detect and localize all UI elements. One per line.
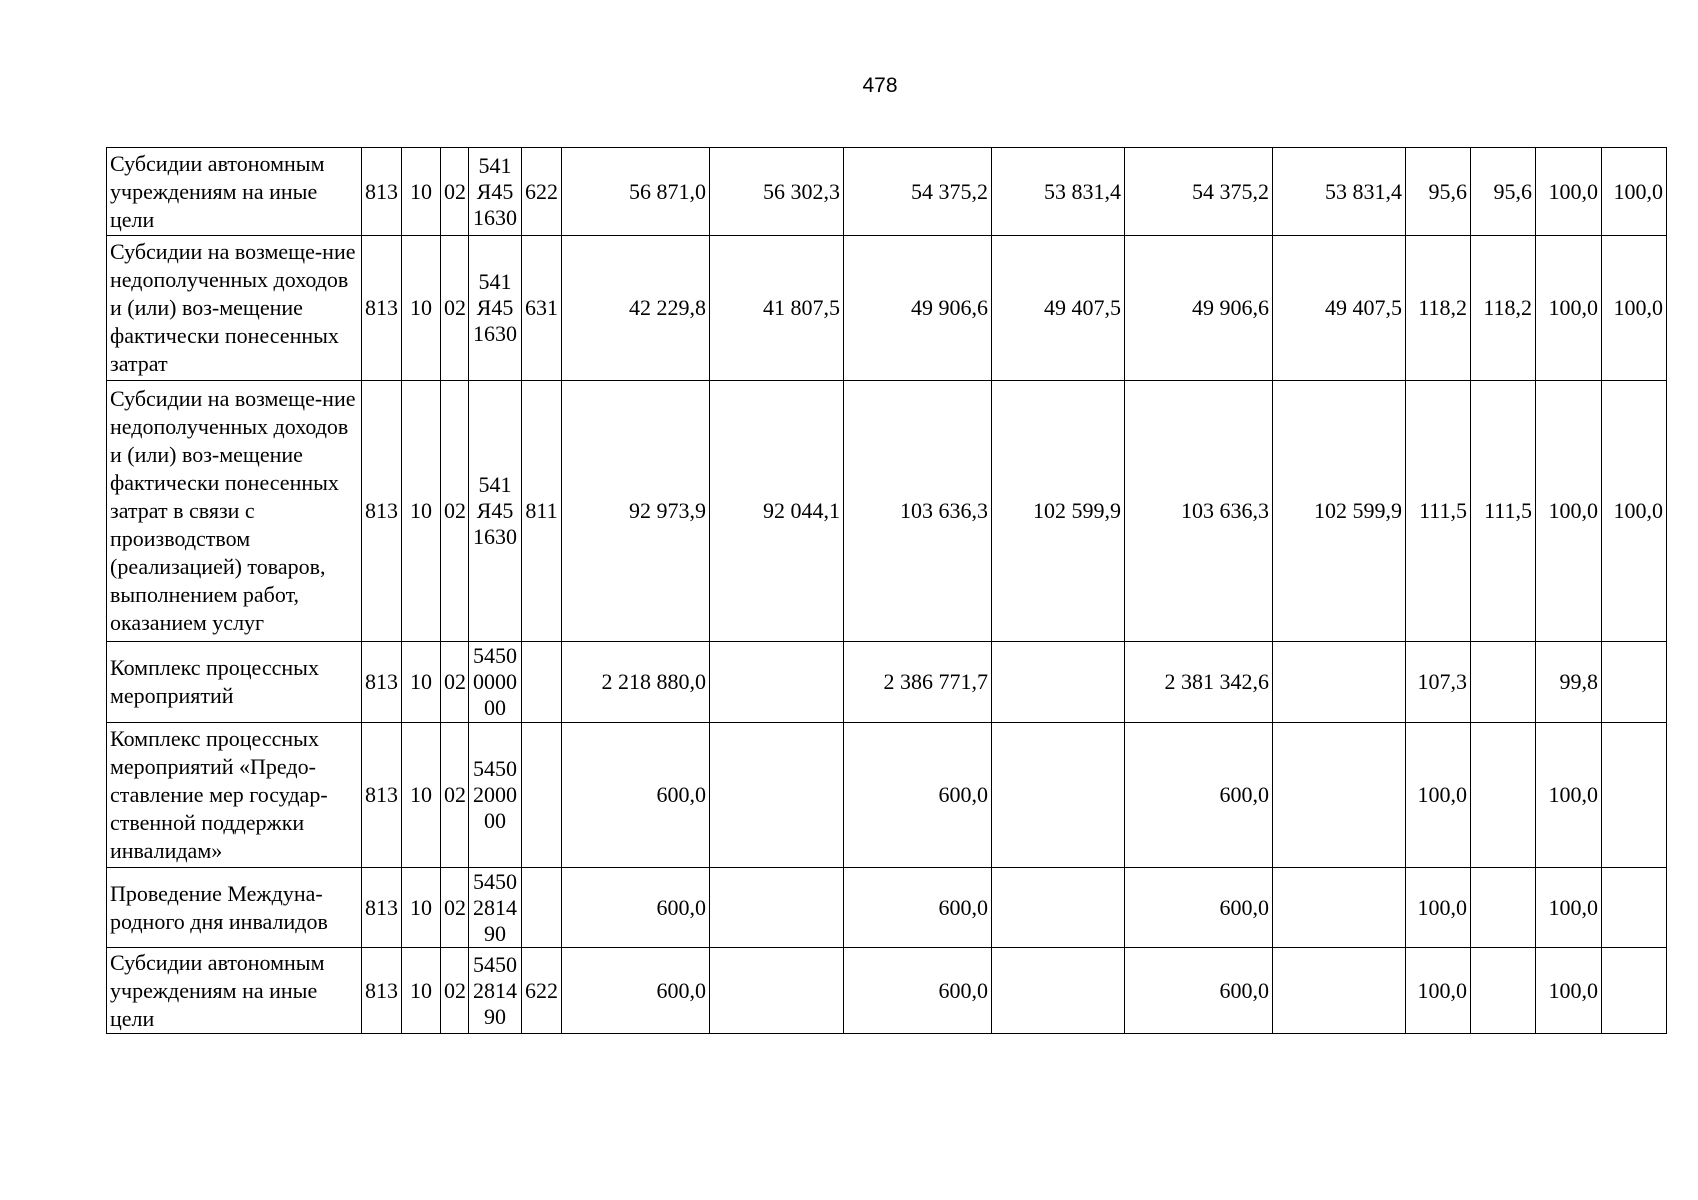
row-name: Проведение Междуна-родного дня инвалидов	[107, 868, 362, 948]
percent-2	[1471, 723, 1536, 868]
ved-code: 813	[362, 148, 402, 236]
percent-2	[1471, 948, 1536, 1034]
section-code: 10	[402, 236, 441, 381]
row-name: Субсидии на возмеще-ние недополученных доходов и (или) воз-мещение фактически понесенных затрат	[107, 236, 362, 381]
amount-1: 600,0	[562, 868, 710, 948]
amount-4: 53 831,4	[992, 148, 1125, 236]
subsection-code: 02	[441, 723, 469, 868]
percent-2	[1471, 642, 1536, 723]
ved-code: 813	[362, 868, 402, 948]
amount-1: 600,0	[562, 948, 710, 1034]
amount-3: 49 906,6	[844, 236, 992, 381]
amount-2: 41 807,5	[710, 236, 844, 381]
percent-3: 100,0	[1536, 723, 1602, 868]
table-row	[107, 948, 1667, 1034]
percent-4	[1602, 642, 1667, 723]
amount-4: 102 599,9	[992, 381, 1125, 642]
expense-type-code	[522, 642, 562, 723]
ved-code: 813	[362, 236, 402, 381]
amount-6: 102 599,9	[1273, 381, 1406, 642]
amount-3: 600,0	[844, 723, 992, 868]
percent-2: 111,5	[1471, 381, 1536, 642]
percent-2	[1471, 868, 1536, 948]
target-article-code: 541Я451630	[469, 148, 522, 236]
percent-3: 100,0	[1536, 148, 1602, 236]
table-row	[107, 236, 1667, 381]
percent-4: 100,0	[1602, 148, 1667, 236]
percent-1: 118,2	[1406, 236, 1471, 381]
percent-4	[1602, 868, 1667, 948]
amount-1: 42 229,8	[562, 236, 710, 381]
percent-3: 100,0	[1536, 948, 1602, 1034]
section-code: 10	[402, 948, 441, 1034]
table-row	[107, 381, 1667, 642]
percent-1: 100,0	[1406, 948, 1471, 1034]
amount-5: 600,0	[1125, 948, 1273, 1034]
expense-type-code	[522, 723, 562, 868]
expense-type-code: 631	[522, 236, 562, 381]
percent-3: 99,8	[1536, 642, 1602, 723]
subsection-code: 02	[441, 381, 469, 642]
amount-1: 56 871,0	[562, 148, 710, 236]
page-number: 478	[862, 74, 898, 97]
row-name: Субсидии автономным учреждениям на иные цели	[107, 148, 362, 236]
amount-2	[710, 868, 844, 948]
section-code: 10	[402, 148, 441, 236]
amount-4	[992, 642, 1125, 723]
section-code: 10	[402, 723, 441, 868]
ved-code: 813	[362, 948, 402, 1034]
table-row	[107, 148, 1667, 236]
amount-4: 49 407,5	[992, 236, 1125, 381]
target-article-code: 5450000000	[469, 642, 522, 723]
section-code: 10	[402, 868, 441, 948]
table-row	[107, 723, 1667, 868]
subsection-code: 02	[441, 236, 469, 381]
ved-code: 813	[362, 381, 402, 642]
amount-3: 600,0	[844, 948, 992, 1034]
amount-6	[1273, 723, 1406, 868]
expense-type-code	[522, 868, 562, 948]
amount-3: 54 375,2	[844, 148, 992, 236]
percent-1: 107,3	[1406, 642, 1471, 723]
amount-5: 54 375,2	[1125, 148, 1273, 236]
amount-4	[992, 868, 1125, 948]
percent-3: 100,0	[1536, 381, 1602, 642]
ved-code: 813	[362, 723, 402, 868]
percent-1: 111,5	[1406, 381, 1471, 642]
amount-3: 600,0	[844, 868, 992, 948]
target-article-code: 5450281490	[469, 948, 522, 1034]
expense-type-code: 811	[522, 381, 562, 642]
target-article-code: 541Я451630	[469, 236, 522, 381]
amount-5: 103 636,3	[1125, 381, 1273, 642]
subsection-code: 02	[441, 148, 469, 236]
budget-table	[106, 147, 1667, 1034]
row-name: Комплекс процессных мероприятий «Предо-ставление мер государ-ственной поддержки инвалидам»	[107, 723, 362, 868]
row-name: Субсидии на возмеще-ние недополученных доходов и (или) воз-мещение фактически понесенных затрат в связи с производством (реализацией) товаров, выполнением работ, оказанием услуг	[107, 381, 362, 642]
section-code: 10	[402, 381, 441, 642]
amount-1: 2 218 880,0	[562, 642, 710, 723]
ved-code: 813	[362, 642, 402, 723]
amount-3: 103 636,3	[844, 381, 992, 642]
amount-3: 2 386 771,7	[844, 642, 992, 723]
amount-2	[710, 723, 844, 868]
amount-2	[710, 642, 844, 723]
row-name: Комплекс процессных мероприятий	[107, 642, 362, 723]
expense-type-code: 622	[522, 148, 562, 236]
amount-5: 49 906,6	[1125, 236, 1273, 381]
percent-1: 95,6	[1406, 148, 1471, 236]
table-row	[107, 642, 1667, 723]
amount-4	[992, 948, 1125, 1034]
amount-6: 49 407,5	[1273, 236, 1406, 381]
amount-5: 600,0	[1125, 868, 1273, 948]
amount-6	[1273, 642, 1406, 723]
amount-1: 600,0	[562, 723, 710, 868]
amount-6	[1273, 868, 1406, 948]
amount-5: 2 381 342,6	[1125, 642, 1273, 723]
row-name: Субсидии автономным учреждениям на иные цели	[107, 948, 362, 1034]
subsection-code: 02	[441, 642, 469, 723]
section-code: 10	[402, 642, 441, 723]
percent-4	[1602, 948, 1667, 1034]
percent-2: 95,6	[1471, 148, 1536, 236]
amount-2: 56 302,3	[710, 148, 844, 236]
amount-6: 53 831,4	[1273, 148, 1406, 236]
table-row	[107, 868, 1667, 948]
amount-5: 600,0	[1125, 723, 1273, 868]
percent-2: 118,2	[1471, 236, 1536, 381]
percent-4: 100,0	[1602, 236, 1667, 381]
target-article-code: 5450281490	[469, 868, 522, 948]
amount-4	[992, 723, 1125, 868]
percent-1: 100,0	[1406, 868, 1471, 948]
expense-type-code: 622	[522, 948, 562, 1034]
amount-6	[1273, 948, 1406, 1034]
percent-3: 100,0	[1536, 236, 1602, 381]
amount-1: 92 973,9	[562, 381, 710, 642]
percent-4: 100,0	[1602, 381, 1667, 642]
percent-1: 100,0	[1406, 723, 1471, 868]
amount-2: 92 044,1	[710, 381, 844, 642]
target-article-code: 5450200000	[469, 723, 522, 868]
subsection-code: 02	[441, 948, 469, 1034]
subsection-code: 02	[441, 868, 469, 948]
percent-4	[1602, 723, 1667, 868]
percent-3: 100,0	[1536, 868, 1602, 948]
amount-2	[710, 948, 844, 1034]
target-article-code: 541Я451630	[469, 381, 522, 642]
